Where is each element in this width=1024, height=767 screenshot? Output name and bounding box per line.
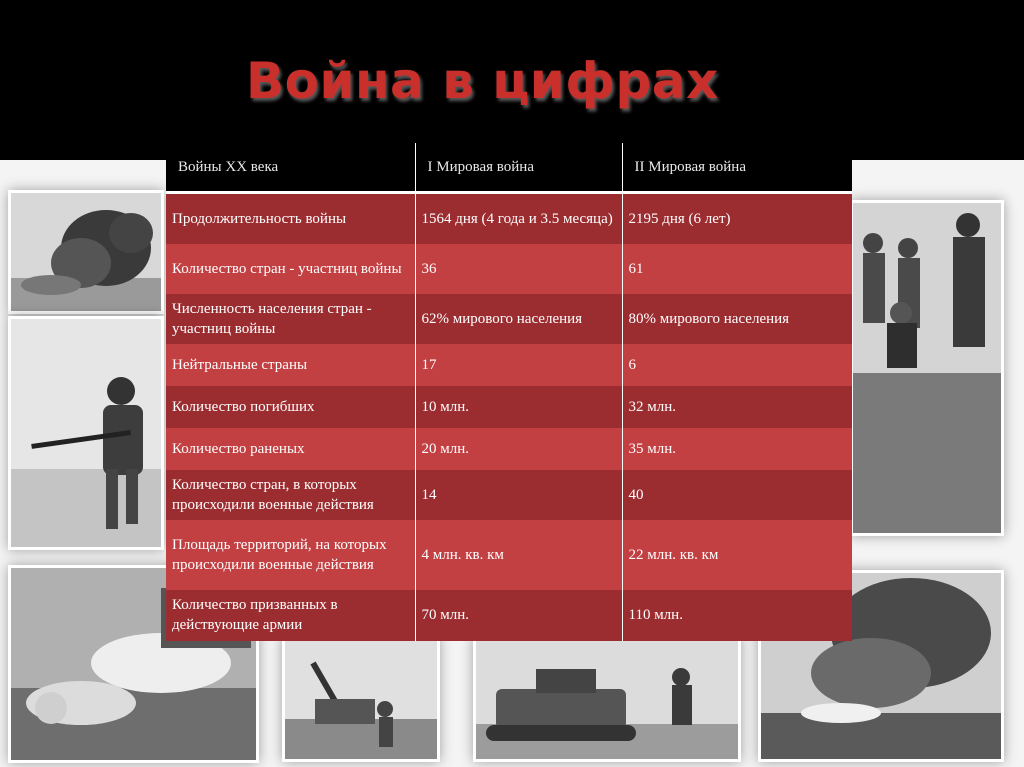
row-label: Количество погибших <box>166 386 415 428</box>
ww2-value: 80% мирового населения <box>622 294 852 344</box>
row-label: Количество стран - участниц войны <box>166 244 415 294</box>
ww1-value: 17 <box>415 344 622 386</box>
soldier-rifle-photo <box>8 316 164 550</box>
table-row <box>166 428 852 470</box>
ww1-value: 10 млн. <box>415 386 622 428</box>
row-label: Нейтральные страны <box>166 344 415 386</box>
slide-title: Война в цифрах <box>246 52 719 110</box>
row-label: Площадь территорий, на которых происходили военные действия <box>166 520 415 590</box>
ww2-value: 2195 дня (6 лет) <box>622 193 852 244</box>
ww1-value: 70 млн. <box>415 590 622 641</box>
ww1-value: 20 млн. <box>415 428 622 470</box>
table-header-row <box>166 143 852 193</box>
header-ww2: II Мировая война <box>622 143 852 193</box>
ww1-value: 36 <box>415 244 622 294</box>
ww1-value: 62% мирового населения <box>415 294 622 344</box>
ww2-value: 32 млн. <box>622 386 852 428</box>
ww2-value: 61 <box>622 244 852 294</box>
row-label: Количество стран, в которых происходили военные действия <box>166 470 415 520</box>
table-row <box>166 520 852 590</box>
ww1-value: 14 <box>415 470 622 520</box>
war-statistics-table <box>166 143 852 641</box>
table-row <box>166 386 852 428</box>
table-row <box>166 470 852 520</box>
explosion-photo <box>8 190 164 314</box>
ww2-value: 22 млн. кв. км <box>622 520 852 590</box>
table-row <box>166 294 852 344</box>
tank-photo <box>473 636 741 762</box>
anti-aircraft-gun-photo <box>282 636 440 762</box>
ww2-value: 35 млн. <box>622 428 852 470</box>
header-ww1: I Мировая война <box>415 143 622 193</box>
row-label: Количество раненых <box>166 428 415 470</box>
table-row <box>166 244 852 294</box>
ww2-value: 40 <box>622 470 852 520</box>
row-label: Численность населения стран - участниц войны <box>166 294 415 344</box>
execution-photo <box>850 200 1004 536</box>
ww2-value: 6 <box>622 344 852 386</box>
table-row <box>166 590 852 641</box>
ww1-value: 1564 дня (4 года и 3.5 месяца) <box>415 193 622 244</box>
row-label: Количество призванных в действующие армии <box>166 590 415 641</box>
table-row <box>166 344 852 386</box>
row-label: Продолжительность войны <box>166 193 415 244</box>
table-row <box>166 193 852 244</box>
ww2-value: 110 млн. <box>622 590 852 641</box>
header-wars: Войны XX века <box>166 143 415 193</box>
ww1-value: 4 млн. кв. км <box>415 520 622 590</box>
